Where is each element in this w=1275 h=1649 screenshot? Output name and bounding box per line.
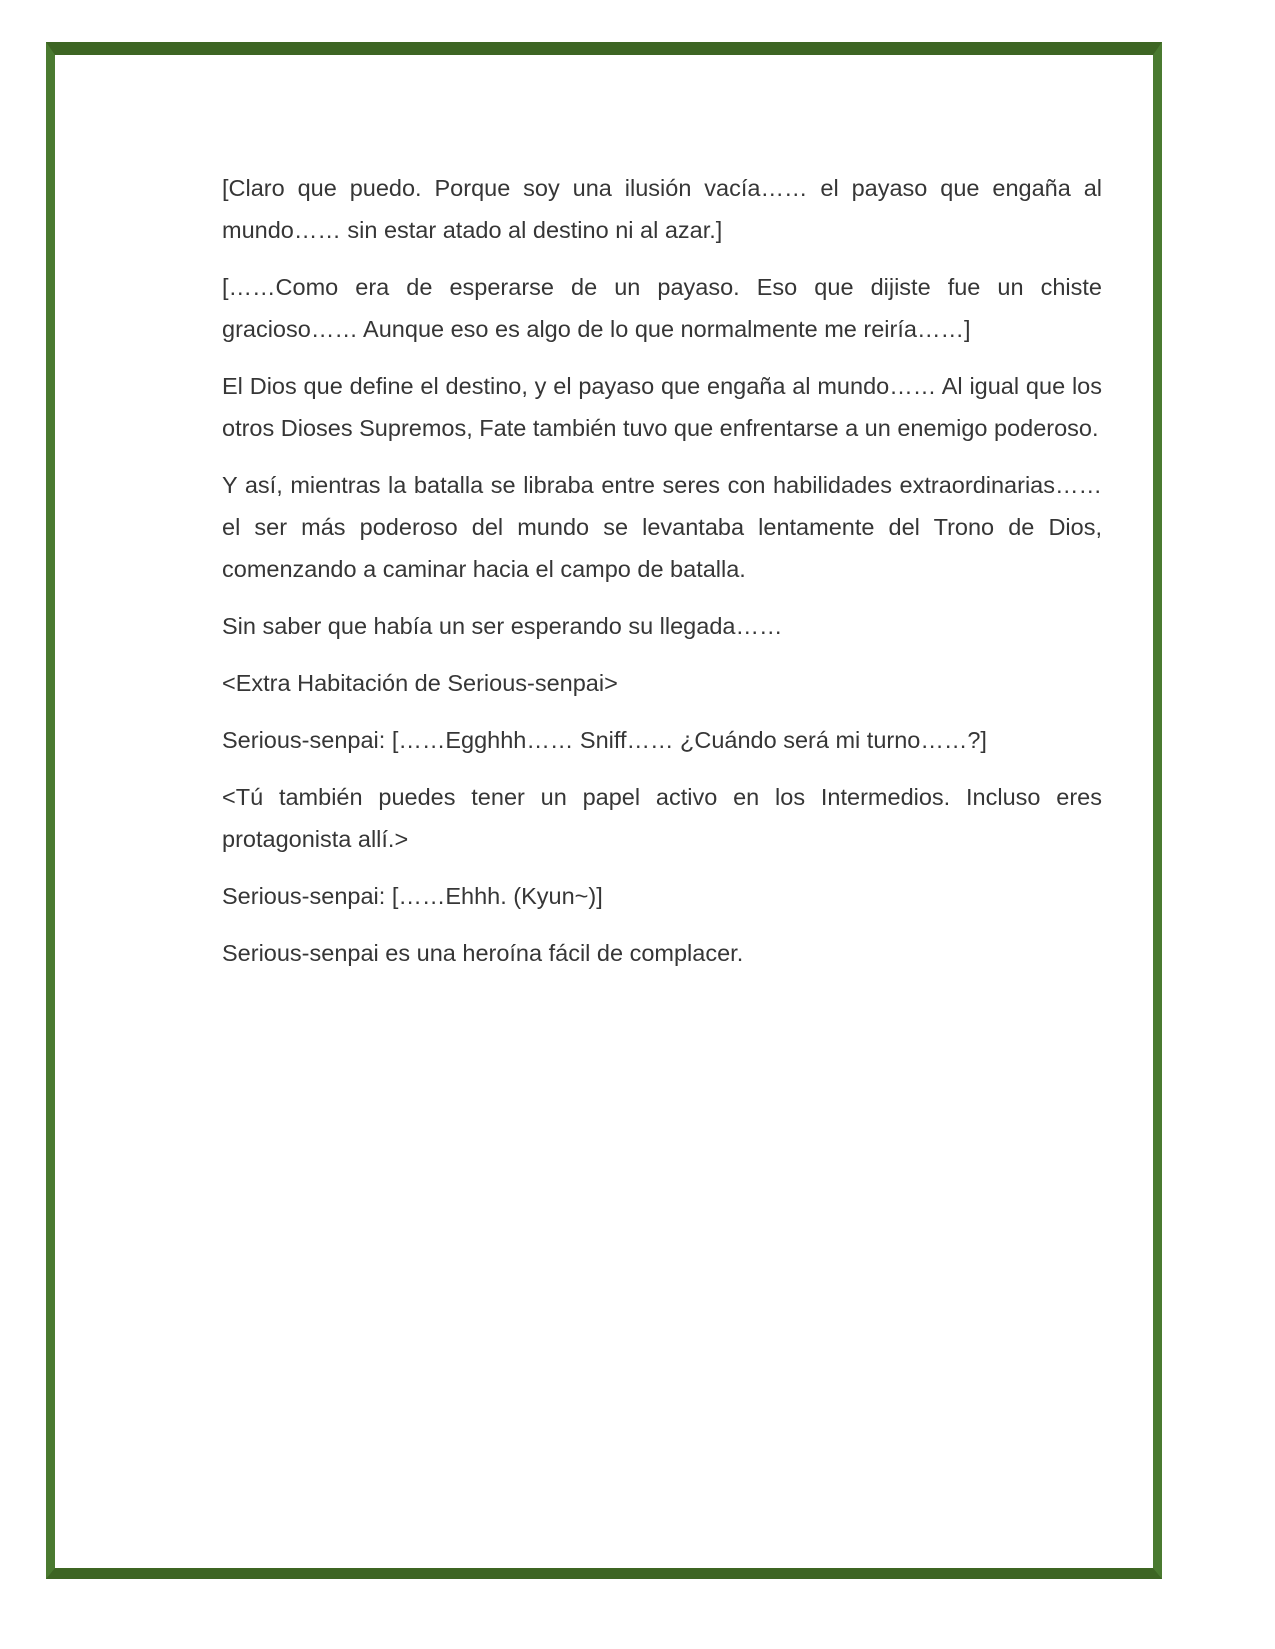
paragraph: Sin saber que había un ser esperando su llegada…… (222, 613, 783, 639)
paragraph: Serious-senpai: [……Ehhh. (Kyun~)] (222, 883, 603, 909)
paragraph: Y así, mientras la batalla se libraba entre seres con habilidades extraordinarias…… el ser más poderoso del mundo se levantaba lentamente del Trono de Dios, comenzando a caminar hacia el campo de batalla. (222, 472, 1102, 582)
document-content (222, 167, 1102, 989)
paragraph: <Extra Habitación de Serious-senpai> (222, 670, 618, 696)
paragraph: Serious-senpai es una heroína fácil de complacer. (222, 940, 744, 966)
paragraph: <Tú también puedes tener un papel activo en los Intermedios. Incluso eres protagonista allí.> (222, 784, 1102, 852)
paragraph: El Dios que define el destino, y el payaso que engaña al mundo…… Al igual que los otros Dioses Supremos, Fate también tuvo que enfrentarse a un enemigo poderoso. (222, 373, 1102, 441)
page-border-frame (46, 42, 1162, 1579)
paragraph: Serious-senpai: [……Egghhh…… Sniff…… ¿Cuándo será mi turno……?] (222, 727, 987, 753)
paragraph: [Claro que puedo. Porque soy una ilusión vacía…… el payaso que engaña al mundo…… sin estar atado al destino ni al azar.] (222, 175, 1102, 243)
paragraph: [……Como era de esperarse de un payaso. Eso que dijiste fue un chiste gracioso…… Aunque eso es algo de lo que normalmente me reiría……] (222, 274, 1102, 342)
